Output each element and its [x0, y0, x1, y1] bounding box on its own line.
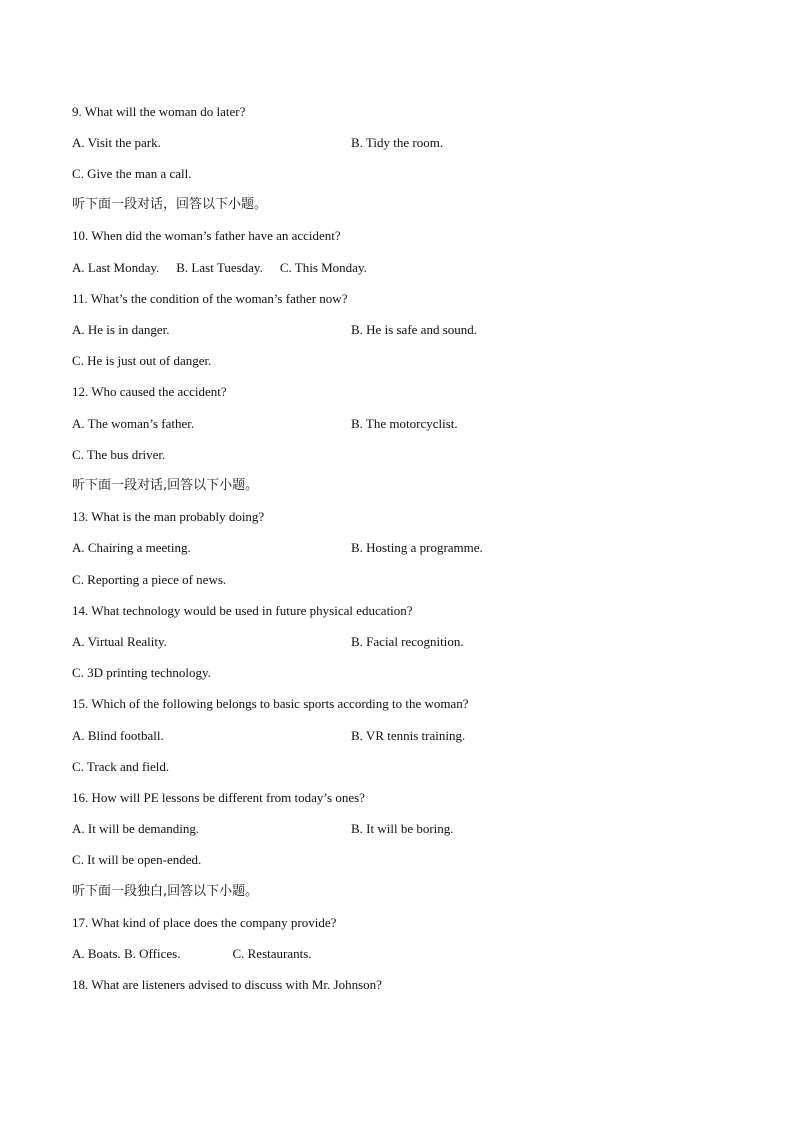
q10-option-c: C. This Monday. [279, 260, 367, 275]
q11-option-b: B. He is safe and sound. [351, 322, 478, 337]
q12-question: 12. Who caused the accident? [72, 384, 227, 399]
q17-option-ab: A. Boats. B. Offices. [72, 946, 181, 961]
q10-option-a: A. Last Monday. [72, 260, 160, 275]
q9-option-b: B. Tidy the room. [351, 135, 444, 150]
q14-option-c: C. 3D printing technology. [72, 665, 211, 680]
q9-question: 9. What will the woman do later? [72, 104, 246, 119]
section-instruction-3: 听下面一段独白,回答以下小题。 [72, 884, 259, 899]
q12-option-a: A. The woman’s father. [72, 416, 195, 431]
q16-option-b: B. It will be boring. [351, 821, 454, 836]
section-instruction-2: 听下面一段对话,回答以下小题。 [72, 478, 259, 493]
q14-option-b: B. Facial recognition. [351, 634, 464, 649]
q11-question: 11. What’s the condition of the woman’s father now? [72, 291, 348, 306]
q17-option-c: C. Restaurants. [232, 946, 312, 961]
q10-option-b: B. Last Tuesday. [176, 260, 263, 275]
q13-option-a: A. Chairing a meeting. [72, 540, 191, 555]
q13-question: 13. What is the man probably doing? [72, 509, 265, 524]
q14-option-a: A. Virtual Reality. [72, 634, 167, 649]
q14-question: 14. What technology would be used in future physical education? [72, 603, 413, 618]
q9-option-a: A. Visit the park. [72, 135, 161, 150]
q15-option-c: C. Track and field. [72, 759, 170, 774]
q12-option-b: B. The motorcyclist. [351, 416, 458, 431]
q10-options [72, 260, 367, 276]
q15-question: 15. Which of the following belongs to basic sports according to the woman? [72, 696, 469, 711]
q18-question: 18. What are listeners advised to discuss with Mr. Johnson? [72, 977, 382, 992]
q16-question: 16. How will PE lessons be different from today’s ones? [72, 790, 365, 805]
q9-option-c: C. Give the man a call. [72, 166, 192, 181]
section-instruction-1: 听下面一段对话，回答以下小题。 [72, 197, 268, 212]
q17-question: 17. What kind of place does the company provide? [72, 915, 337, 930]
q16-option-c: C. It will be open-ended. [72, 852, 202, 867]
q10-question: 10. When did the woman’s father have an accident? [72, 228, 341, 243]
q15-option-b: B. VR tennis training. [351, 728, 466, 743]
q11-option-c: C. He is just out of danger. [72, 353, 212, 368]
q13-option-b: B. Hosting a programme. [351, 540, 483, 555]
q12-option-c: C. The bus driver. [72, 447, 166, 462]
q13-option-c: C. Reporting a piece of news. [72, 572, 227, 587]
q17-options [72, 946, 312, 962]
q16-option-a: A. It will be demanding. [72, 821, 200, 836]
q11-option-a: A. He is in danger. [72, 322, 170, 337]
q15-option-a: A. Blind football. [72, 728, 164, 743]
